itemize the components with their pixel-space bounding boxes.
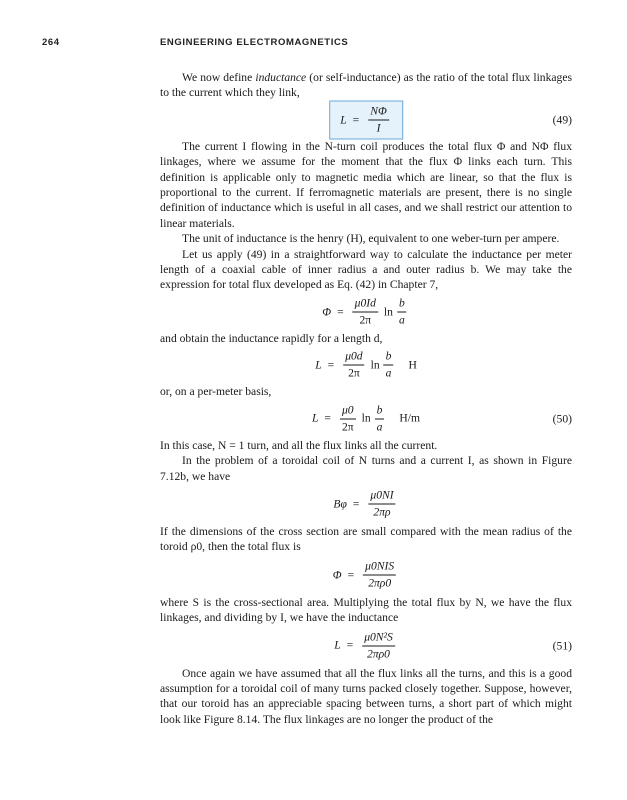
equation-toroid-flux: Φ = $\frac{\text{μ0NIS}}{2\pi\rho 0}$ bbox=[332, 559, 395, 590]
paragraph-per-meter: or, on a per-meter basis, bbox=[160, 385, 272, 399]
paragraph-henry-unit: The unit of inductance is the henry (H), equivalent to one weber-turn per ampere. bbox=[182, 232, 560, 246]
paragraph-turn-spacing: Once again we have assumed that all the flux links all the turns, and this is a good assumption for a toroidal coil of many turns packed closely together. Suppose, however, that our toroid has an appreciable spacing between turns, a short part of which might look like Figure 8.14. The flux linkages are no longer the product of the bbox=[160, 666, 572, 726]
equation-b-phi: Bφ = $\frac{\mu 0NI}{2\pi\rho}$ bbox=[333, 488, 394, 519]
equation-49 bbox=[160, 101, 572, 139]
page-body bbox=[160, 70, 572, 727]
paragraph-single-turn: In this case, N = 1 turn, and all the flux links all the current. bbox=[160, 438, 438, 452]
equation-number: (51) bbox=[552, 638, 572, 652]
running-header bbox=[42, 37, 582, 51]
paragraph-coaxial-cable: Let us apply (49) in a straightforward way to calculate the inductance per meter length of a coaxial cable of inner radius a and outer radius b. We may take the expression for total flux developed as Eq. (42) in Chapter 7, bbox=[160, 247, 572, 292]
paragraph-length-d: and obtain the inductance rapidly for a length d, bbox=[160, 331, 383, 345]
paragraph-toroid: In the problem of a toroidal coil of N turns and a current I, as shown in Figure 7.12b, we have bbox=[160, 454, 572, 483]
paragraph-current-flux: The current I flowing in the N-turn coil produces the total flux Φ and NΦ flux linkages, where we assume for the moment that the flux Φ links each turn. This definition is applicable only to magnetic media which are linear, so that the flux is proportional to the current. If ferromagnetic materials are present, there is no single definition of inductance which is useful in all cases, and we shall restrict our attention to linear materials. bbox=[160, 139, 572, 230]
equation-number: (49) bbox=[552, 113, 572, 127]
equation-51: L = $\frac{\text{μ0N²S}}{2\pi\rho 0}$ (51) bbox=[334, 630, 572, 661]
equation-number: (50) bbox=[552, 411, 572, 425]
equation-49-box: L = $\frac{N\Phi}{I}$ bbox=[329, 100, 403, 139]
paragraph-inductance-definition: We now define inductance (or self-inductance) as the ratio of the total flux linkages to the current which they link, bbox=[160, 71, 573, 100]
equation-inductance-length: L = $\frac{\mu 0d}{2\pi}$ ln $\frac{b}{a}$ H bbox=[315, 349, 417, 380]
running-title: ENGINEERING ELECTROMAGNETICS bbox=[160, 37, 349, 48]
page-number: 264 bbox=[42, 37, 60, 48]
term-inductance: inductance bbox=[255, 71, 307, 84]
equation-total-flux: Φ = $\frac{\mu 0Id}{2\pi}$ ln $\frac{b}{a}$ bbox=[322, 296, 405, 327]
equation-50: L = $\frac{\mu 0}{2\pi}$ ln $\frac{b}{a}$ H/m (50) bbox=[311, 403, 572, 434]
paragraph-cross-section: If the dimensions of the cross section are small compared with the mean radius of the toroid ρ0, then the total flux is bbox=[160, 524, 572, 554]
paragraph-flux-linkages: where S is the cross-sectional area. Multiplying the total flux by N, we have the flux linkages, and dividing by I, we have the inductance bbox=[160, 595, 572, 625]
